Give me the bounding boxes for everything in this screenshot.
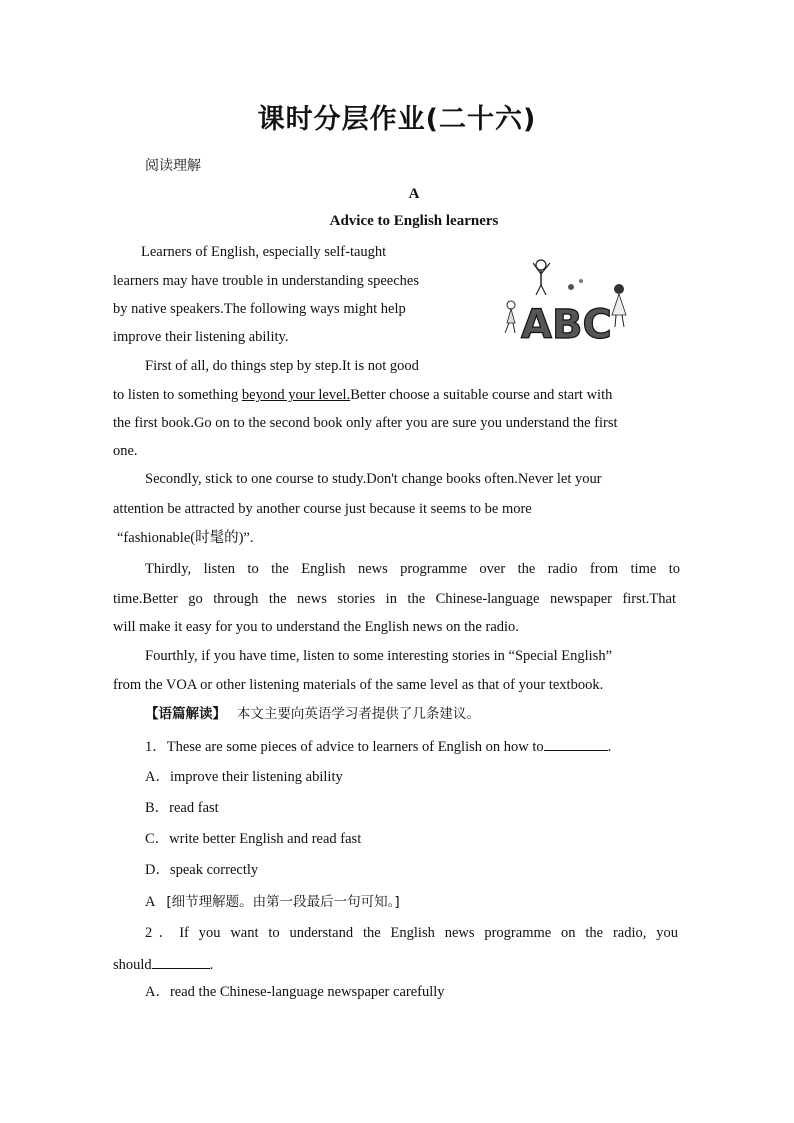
passage-line: the first book.Go on to the second book only after you are sure you understand the first [113,415,618,431]
question-text: 1．These are some pieces of advice to learners of English on how to [145,739,544,755]
question-text: . [209,957,214,973]
question-stem [145,736,611,756]
passage-line: one. [113,443,138,459]
passage-line: from the VOA or other listening materials of the same level as that of your textbook. [113,677,604,693]
page-title: 课时分层作业(二十六) [257,104,537,135]
option-a: A．improve their listening ability [145,769,343,785]
underlined-phrase: beyond your level. [241,387,351,403]
text-segment: Better choose a suitable course and start with [350,387,613,403]
summary-text: 本文主要向英语学习者提供了几条建议。 [236,706,480,722]
abc-kids-illustration [497,253,637,343]
text-segment: to listen to something [113,387,242,403]
passage-line: will make it easy for you to understand the English news on the radio. [113,619,519,635]
answer-explanation [145,893,400,911]
answer-blank [152,954,210,969]
section-label: 阅读理解 [145,158,201,174]
passage-letter: A [408,186,420,202]
passage-summary [145,705,480,723]
question-stem: 2．If you want to understand the English news programme on the radio, you [145,925,678,941]
answer-letter: A [145,894,156,910]
option-a: A．read the Chinese-language newspaper carefully [145,984,445,1000]
summary-tag: 【语篇解读】 [145,706,226,722]
passage-line: “fashionable(时髦的)”. [117,530,254,546]
answer-note: [细节理解题。由第一段最后一句可知。] [166,894,400,910]
option-c: C．write better English and read fast [145,831,362,847]
passage-line [113,386,612,404]
passage-line: Thirdly, listen to the English news programme over the radio from time to [145,561,680,577]
answer-blank [544,736,608,751]
passage-line: time.Better go through the news stories in the Chinese-language newspaper first.That [113,591,676,607]
option-d: D．speak correctly [145,862,259,878]
question-text: . [607,739,612,755]
question-stem-cont [113,954,213,974]
passage-line: learners may have trouble in understanding speeches [113,273,420,289]
option-b: B．read fast [145,800,219,816]
passage-line: First of all, do things step by step.It is not good [145,358,419,374]
abc-letters: ABC [521,302,612,343]
question-text: should [113,957,152,973]
passage-title: Advice to English learners [329,213,499,229]
passage-line: by native speakers.The following ways might help [113,301,406,317]
passage-line: attention be attracted by another course just because it seems to be more [113,501,532,517]
passage-line: Learners of English, especially self-taught [141,244,387,260]
passage-line: improve their listening ability. [113,329,289,345]
passage-line: Fourthly, if you have time, listen to some interesting stories in “Special English” [145,648,613,664]
passage-line: Secondly, stick to one course to study.Don't change books often.Never let your [145,471,602,487]
